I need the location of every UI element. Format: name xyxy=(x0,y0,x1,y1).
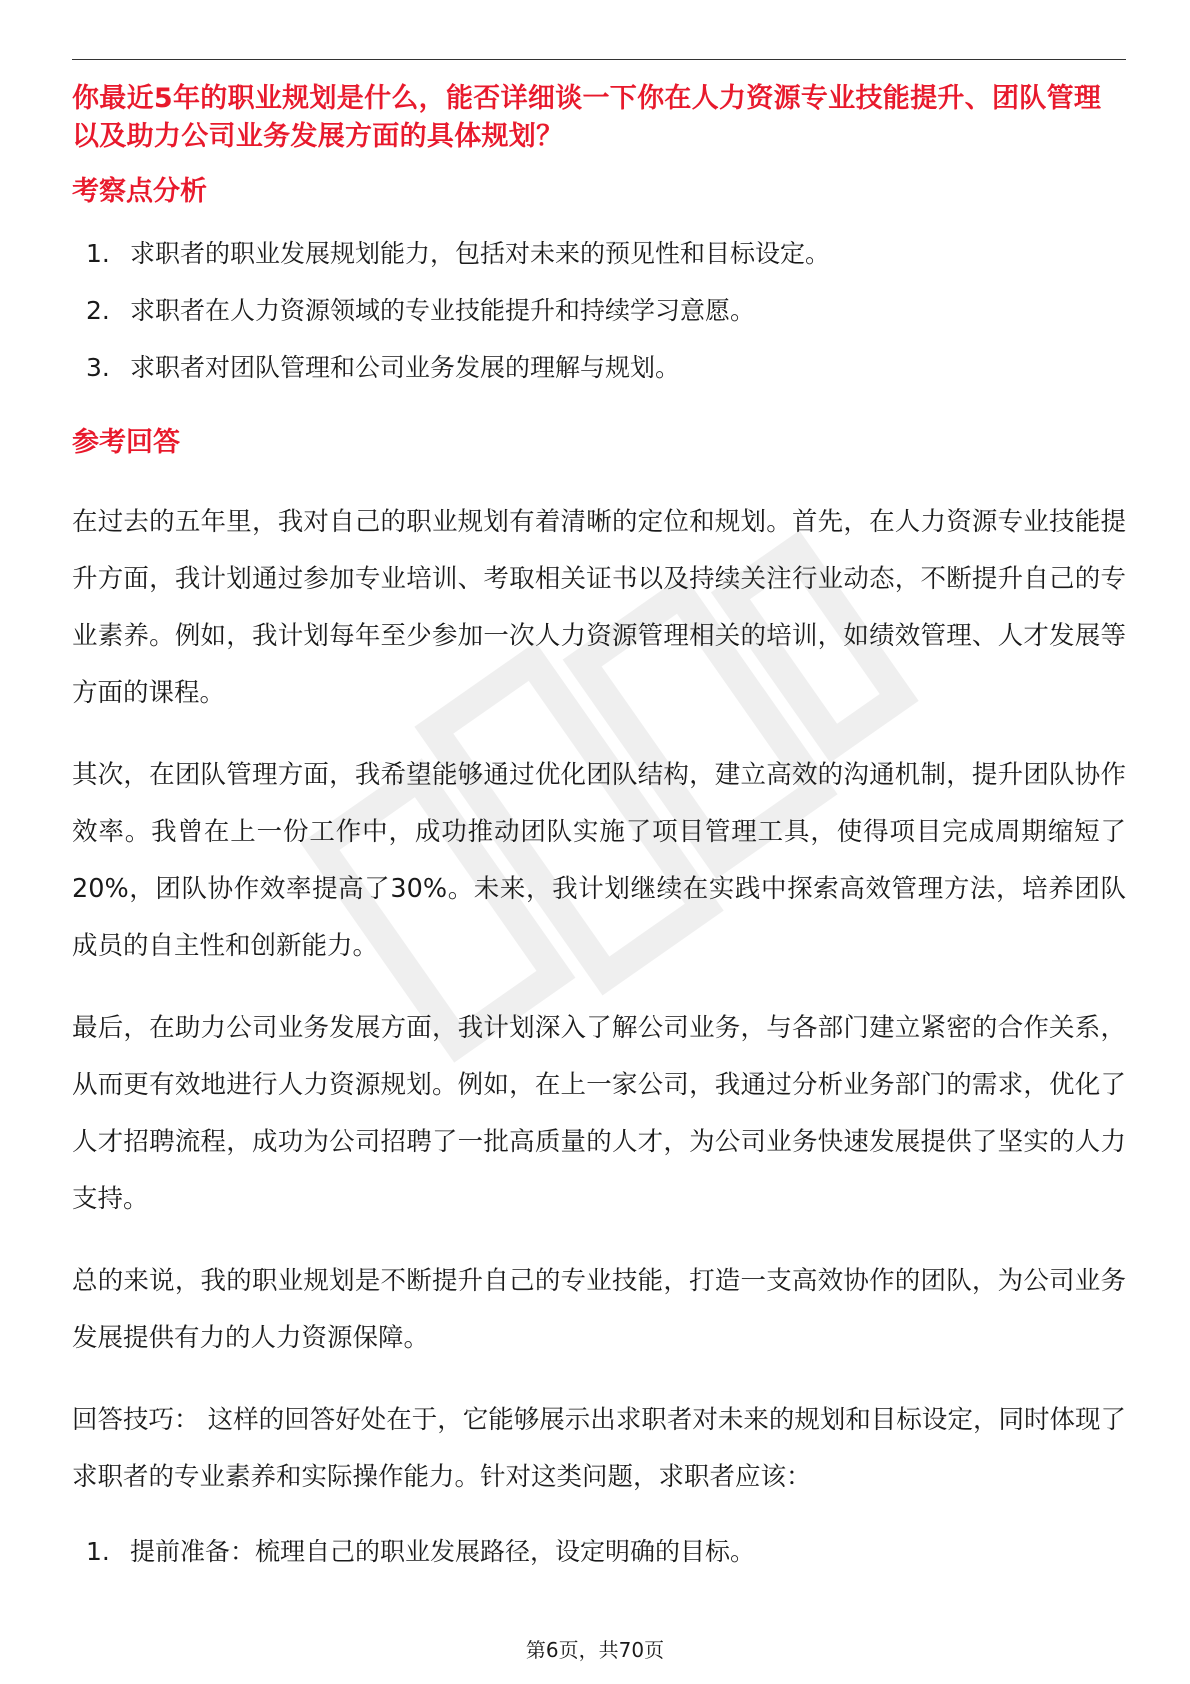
answer-paragraph: 最后，在助力公司业务发展方面，我计划深入了解公司业务，与各部门建立紧密的合作关系，从而更有效地进行人力资源规划。例如，在上一家公司，我通过分析业务部门的需求，优化了人才招聘流程，成功为公司招聘了一批高质量的人才，为公司业务快速发展提供了坚实的人力支持。 xyxy=(72,1013,1126,1214)
list-item-text: 求职者对团队管理和公司业务发展的理解与规划。 xyxy=(130,353,681,382)
list-item-text: 提前准备：梳理自己的职业发展路径，设定明确的目标。 xyxy=(130,1537,756,1566)
list-item xyxy=(72,1534,1126,1570)
page-number: 第6页，共70页 xyxy=(525,1638,665,1662)
tips-list xyxy=(72,1534,1126,1570)
list-item-text: 求职者的职业发展规划能力，包括对未来的预见性和目标设定。 xyxy=(130,239,831,268)
answer-paragraph: 其次，在团队管理方面，我希望能够通过优化团队结构，建立高效的沟通机制，提升团队协作效率。我曾在上一份工作中，成功推动团队实施了项目管理工具，使得项目完成周期缩短了20%，团队协作效率提高了30%。未来，我计划继续在实践中探索高效管理方法，培养团队成员的自主性和创新能力。 xyxy=(72,760,1126,961)
list-item xyxy=(72,236,1126,272)
list-item-number: 3. xyxy=(86,353,110,382)
list-item-number: 2. xyxy=(86,296,110,325)
answer-heading: 参考回答 xyxy=(72,427,180,458)
document-body xyxy=(72,80,1126,1570)
list-item xyxy=(72,350,1126,386)
list-item-number: 1. xyxy=(86,1537,110,1566)
answer-paragraph: 总的来说，我的职业规划是不断提升自己的专业技能，打造一支高效协作的团队，为公司业务发展提供有力的人力资源保障。 xyxy=(72,1266,1126,1353)
list-item-number: 1. xyxy=(86,239,110,268)
analysis-heading: 考察点分析 xyxy=(72,176,207,207)
list-item xyxy=(72,293,1126,329)
header-rule xyxy=(72,59,1126,60)
list-item-text: 求职者在人力资源领域的专业技能提升和持续学习意愿。 xyxy=(130,296,756,325)
answer-paragraph: 在过去的五年里，我对自己的职业规划有着清晰的定位和规划。首先，在人力资源专业技能提升方面，我计划通过参加专业培训、考取相关证书以及持续关注行业动态，不断提升自己的专业素养。例如，我计划每年至少参加一次人力资源管理相关的培训，如绩效管理、人才发展等方面的课程。 xyxy=(72,507,1126,708)
analysis-points-list xyxy=(72,236,1126,386)
question-title: 你最近5年的职业规划是什么，能否详细谈一下你在人力资源专业技能提升、团队管理以及助力公司业务发展方面的具体规划？ xyxy=(72,83,1102,152)
answer-tips-paragraph: 回答技巧： 这样的回答好处在于，它能够展示出求职者对未来的规划和目标设定，同时体现了求职者的专业素养和实际操作能力。针对这类问题，求职者应该： xyxy=(72,1405,1126,1492)
